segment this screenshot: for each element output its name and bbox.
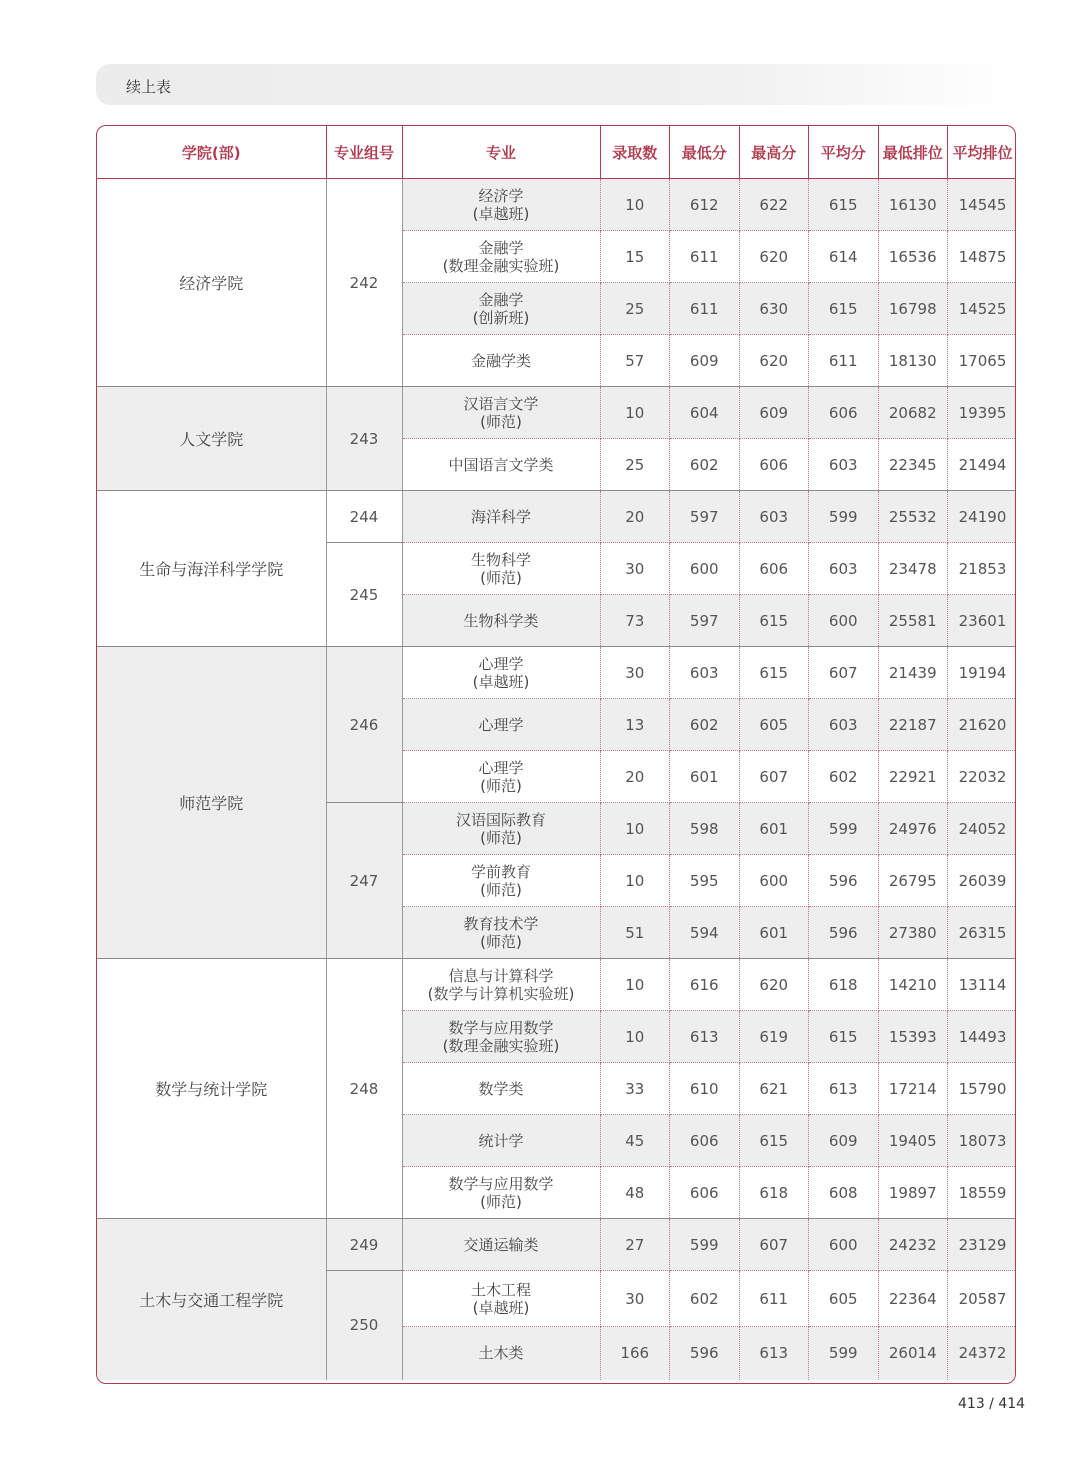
min-score-cell: 600 xyxy=(670,543,740,595)
count-cell: 20 xyxy=(600,491,670,543)
avg-rank-cell: 14875 xyxy=(948,231,1017,283)
major-cell: 生物科学 (师范) xyxy=(402,543,600,595)
min-rank-cell: 19405 xyxy=(878,1115,948,1167)
min-rank-cell: 22921 xyxy=(878,751,948,803)
min-score-cell: 613 xyxy=(670,1011,740,1063)
avg-score-cell: 614 xyxy=(809,231,879,283)
count-cell: 51 xyxy=(600,907,670,959)
avg-rank-cell: 18073 xyxy=(948,1115,1017,1167)
avg-rank-cell: 19194 xyxy=(948,647,1017,699)
page-indicator: 413 / 414 xyxy=(958,1396,1026,1412)
max-score-cell: 609 xyxy=(739,387,809,439)
count-cell: 30 xyxy=(600,543,670,595)
header-avg: 平均分 xyxy=(809,126,879,179)
avg-rank-cell: 15790 xyxy=(948,1063,1017,1115)
major-cell: 心理学 (卓越班) xyxy=(402,647,600,699)
major-cell: 心理学 (师范) xyxy=(402,751,600,803)
avg-score-cell: 603 xyxy=(809,699,879,751)
avg-score-cell: 599 xyxy=(809,491,879,543)
count-cell: 57 xyxy=(600,335,670,387)
min-rank-cell: 17214 xyxy=(878,1063,948,1115)
avg-rank-cell: 26039 xyxy=(948,855,1017,907)
min-score-cell: 611 xyxy=(670,283,740,335)
group-number-cell: 242 xyxy=(326,179,402,387)
count-cell: 10 xyxy=(600,179,670,231)
group-number-cell: 246 xyxy=(326,647,402,803)
min-score-cell: 597 xyxy=(670,595,740,647)
max-score-cell: 620 xyxy=(739,959,809,1011)
min-rank-cell: 25532 xyxy=(878,491,948,543)
avg-score-cell: 600 xyxy=(809,1219,879,1271)
count-cell: 73 xyxy=(600,595,670,647)
major-cell: 数学与应用数学 (数理金融实验班) xyxy=(402,1011,600,1063)
max-score-cell: 600 xyxy=(739,855,809,907)
group-number-cell: 250 xyxy=(326,1271,402,1380)
min-rank-cell: 24232 xyxy=(878,1219,948,1271)
major-cell: 统计学 xyxy=(402,1115,600,1167)
max-score-cell: 605 xyxy=(739,699,809,751)
header-group: 专业组号 xyxy=(326,126,402,179)
major-cell: 生物科学类 xyxy=(402,595,600,647)
min-rank-cell: 22345 xyxy=(878,439,948,491)
avg-rank-cell: 13114 xyxy=(948,959,1017,1011)
avg-rank-cell: 19395 xyxy=(948,387,1017,439)
min-score-cell: 609 xyxy=(670,335,740,387)
avg-rank-cell: 23601 xyxy=(948,595,1017,647)
min-rank-cell: 23478 xyxy=(878,543,948,595)
major-cell: 土木类 xyxy=(402,1327,600,1380)
avg-rank-cell: 23129 xyxy=(948,1219,1017,1271)
header-major: 专业 xyxy=(402,126,600,179)
max-score-cell: 622 xyxy=(739,179,809,231)
max-score-cell: 606 xyxy=(739,543,809,595)
max-score-cell: 607 xyxy=(739,751,809,803)
major-cell: 教育技术学 (师范) xyxy=(402,907,600,959)
college-cell: 生命与海洋科学学院 xyxy=(97,491,326,647)
avg-score-cell: 615 xyxy=(809,179,879,231)
avg-score-cell: 596 xyxy=(809,907,879,959)
max-score-cell: 618 xyxy=(739,1167,809,1219)
avg-score-cell: 609 xyxy=(809,1115,879,1167)
max-score-cell: 601 xyxy=(739,907,809,959)
max-score-cell: 615 xyxy=(739,647,809,699)
major-cell: 数学与应用数学 (师范) xyxy=(402,1167,600,1219)
avg-score-cell: 599 xyxy=(809,1327,879,1380)
header-avg-rank: 平均排位 xyxy=(948,126,1017,179)
avg-score-cell: 615 xyxy=(809,1011,879,1063)
max-score-cell: 606 xyxy=(739,439,809,491)
avg-score-cell: 613 xyxy=(809,1063,879,1115)
college-cell: 土木与交通工程学院 xyxy=(97,1219,326,1380)
min-rank-cell: 26014 xyxy=(878,1327,948,1380)
avg-score-cell: 611 xyxy=(809,335,879,387)
avg-rank-cell: 21620 xyxy=(948,699,1017,751)
min-score-cell: 616 xyxy=(670,959,740,1011)
min-score-cell: 606 xyxy=(670,1115,740,1167)
count-cell: 15 xyxy=(600,231,670,283)
count-cell: 10 xyxy=(600,959,670,1011)
header-college: 学院(部) xyxy=(97,126,326,179)
min-score-cell: 612 xyxy=(670,179,740,231)
count-cell: 27 xyxy=(600,1219,670,1271)
group-number-cell: 243 xyxy=(326,387,402,491)
max-score-cell: 611 xyxy=(739,1271,809,1327)
avg-score-cell: 615 xyxy=(809,283,879,335)
max-score-cell: 615 xyxy=(739,595,809,647)
avg-score-cell: 607 xyxy=(809,647,879,699)
min-score-cell: 594 xyxy=(670,907,740,959)
min-rank-cell: 24976 xyxy=(878,803,948,855)
avg-score-cell: 606 xyxy=(809,387,879,439)
header-row xyxy=(97,126,1016,179)
avg-score-cell: 599 xyxy=(809,803,879,855)
group-number-cell: 247 xyxy=(326,803,402,959)
college-cell: 经济学院 xyxy=(97,179,326,387)
header-min-rank: 最低排位 xyxy=(878,126,948,179)
avg-score-cell: 618 xyxy=(809,959,879,1011)
max-score-cell: 615 xyxy=(739,1115,809,1167)
min-rank-cell: 15393 xyxy=(878,1011,948,1063)
max-score-cell: 601 xyxy=(739,803,809,855)
table-row xyxy=(97,387,1016,439)
count-cell: 10 xyxy=(600,387,670,439)
continued-banner xyxy=(96,64,1016,105)
avg-score-cell: 608 xyxy=(809,1167,879,1219)
avg-score-cell: 596 xyxy=(809,855,879,907)
avg-score-cell: 603 xyxy=(809,439,879,491)
avg-rank-cell: 24190 xyxy=(948,491,1017,543)
min-rank-cell: 14210 xyxy=(878,959,948,1011)
count-cell: 30 xyxy=(600,647,670,699)
major-cell: 数学类 xyxy=(402,1063,600,1115)
min-rank-cell: 25581 xyxy=(878,595,948,647)
min-score-cell: 602 xyxy=(670,699,740,751)
min-rank-cell: 22364 xyxy=(878,1271,948,1327)
banner-title: 续上表 xyxy=(126,78,172,96)
count-cell: 25 xyxy=(600,283,670,335)
count-cell: 166 xyxy=(600,1327,670,1380)
admission-table xyxy=(96,125,1016,1384)
min-score-cell: 597 xyxy=(670,491,740,543)
avg-rank-cell: 14493 xyxy=(948,1011,1017,1063)
major-cell: 中国语言文学类 xyxy=(402,439,600,491)
avg-rank-cell: 14525 xyxy=(948,283,1017,335)
avg-rank-cell: 24372 xyxy=(948,1327,1017,1380)
major-cell: 交通运输类 xyxy=(402,1219,600,1271)
count-cell: 48 xyxy=(600,1167,670,1219)
avg-rank-cell: 22032 xyxy=(948,751,1017,803)
max-score-cell: 620 xyxy=(739,231,809,283)
min-rank-cell: 16798 xyxy=(878,283,948,335)
count-cell: 13 xyxy=(600,699,670,751)
avg-score-cell: 600 xyxy=(809,595,879,647)
group-number-cell: 248 xyxy=(326,959,402,1219)
college-cell: 数学与统计学院 xyxy=(97,959,326,1219)
header-count: 录取数 xyxy=(600,126,670,179)
min-rank-cell: 19897 xyxy=(878,1167,948,1219)
min-score-cell: 611 xyxy=(670,231,740,283)
max-score-cell: 613 xyxy=(739,1327,809,1380)
major-cell: 学前教育 (师范) xyxy=(402,855,600,907)
avg-score-cell: 603 xyxy=(809,543,879,595)
major-cell: 金融学 (数理金融实验班) xyxy=(402,231,600,283)
min-score-cell: 604 xyxy=(670,387,740,439)
avg-rank-cell: 17065 xyxy=(948,335,1017,387)
avg-score-cell: 602 xyxy=(809,751,879,803)
count-cell: 20 xyxy=(600,751,670,803)
count-cell: 33 xyxy=(600,1063,670,1115)
count-cell: 45 xyxy=(600,1115,670,1167)
college-cell: 师范学院 xyxy=(97,647,326,959)
avg-rank-cell: 20587 xyxy=(948,1271,1017,1327)
major-cell: 金融学类 xyxy=(402,335,600,387)
table-row xyxy=(97,179,1016,231)
min-rank-cell: 18130 xyxy=(878,335,948,387)
college-cell: 人文学院 xyxy=(97,387,326,491)
min-score-cell: 602 xyxy=(670,1271,740,1327)
min-rank-cell: 16130 xyxy=(878,179,948,231)
avg-rank-cell: 21853 xyxy=(948,543,1017,595)
avg-rank-cell: 21494 xyxy=(948,439,1017,491)
avg-rank-cell: 26315 xyxy=(948,907,1017,959)
avg-rank-cell: 14545 xyxy=(948,179,1017,231)
max-score-cell: 619 xyxy=(739,1011,809,1063)
table-row xyxy=(97,959,1016,1011)
min-score-cell: 610 xyxy=(670,1063,740,1115)
min-score-cell: 596 xyxy=(670,1327,740,1380)
count-cell: 30 xyxy=(600,1271,670,1327)
count-cell: 25 xyxy=(600,439,670,491)
min-rank-cell: 21439 xyxy=(878,647,948,699)
count-cell: 10 xyxy=(600,1011,670,1063)
table-row xyxy=(97,491,1016,543)
max-score-cell: 621 xyxy=(739,1063,809,1115)
header-min: 最低分 xyxy=(670,126,740,179)
min-score-cell: 601 xyxy=(670,751,740,803)
min-score-cell: 602 xyxy=(670,439,740,491)
avg-rank-cell: 18559 xyxy=(948,1167,1017,1219)
min-score-cell: 606 xyxy=(670,1167,740,1219)
max-score-cell: 620 xyxy=(739,335,809,387)
avg-score-cell: 605 xyxy=(809,1271,879,1327)
major-cell: 汉语言文学 (师范) xyxy=(402,387,600,439)
min-score-cell: 598 xyxy=(670,803,740,855)
max-score-cell: 607 xyxy=(739,1219,809,1271)
min-rank-cell: 22187 xyxy=(878,699,948,751)
avg-rank-cell: 24052 xyxy=(948,803,1017,855)
header-max: 最高分 xyxy=(739,126,809,179)
table-row xyxy=(97,647,1016,699)
group-number-cell: 245 xyxy=(326,543,402,647)
major-cell: 海洋科学 xyxy=(402,491,600,543)
group-number-cell: 249 xyxy=(326,1219,402,1271)
major-cell: 信息与计算科学 (数学与计算机实验班) xyxy=(402,959,600,1011)
max-score-cell: 630 xyxy=(739,283,809,335)
table-row xyxy=(97,1219,1016,1271)
major-cell: 汉语国际教育 (师范) xyxy=(402,803,600,855)
min-rank-cell: 26795 xyxy=(878,855,948,907)
min-score-cell: 595 xyxy=(670,855,740,907)
min-rank-cell: 16536 xyxy=(878,231,948,283)
major-cell: 经济学 (卓越班) xyxy=(402,179,600,231)
group-number-cell: 244 xyxy=(326,491,402,543)
min-rank-cell: 20682 xyxy=(878,387,948,439)
count-cell: 10 xyxy=(600,855,670,907)
min-rank-cell: 27380 xyxy=(878,907,948,959)
major-cell: 金融学 (创新班) xyxy=(402,283,600,335)
count-cell: 10 xyxy=(600,803,670,855)
max-score-cell: 603 xyxy=(739,491,809,543)
major-cell: 心理学 xyxy=(402,699,600,751)
major-cell: 土木工程 (卓越班) xyxy=(402,1271,600,1327)
min-score-cell: 603 xyxy=(670,647,740,699)
min-score-cell: 599 xyxy=(670,1219,740,1271)
